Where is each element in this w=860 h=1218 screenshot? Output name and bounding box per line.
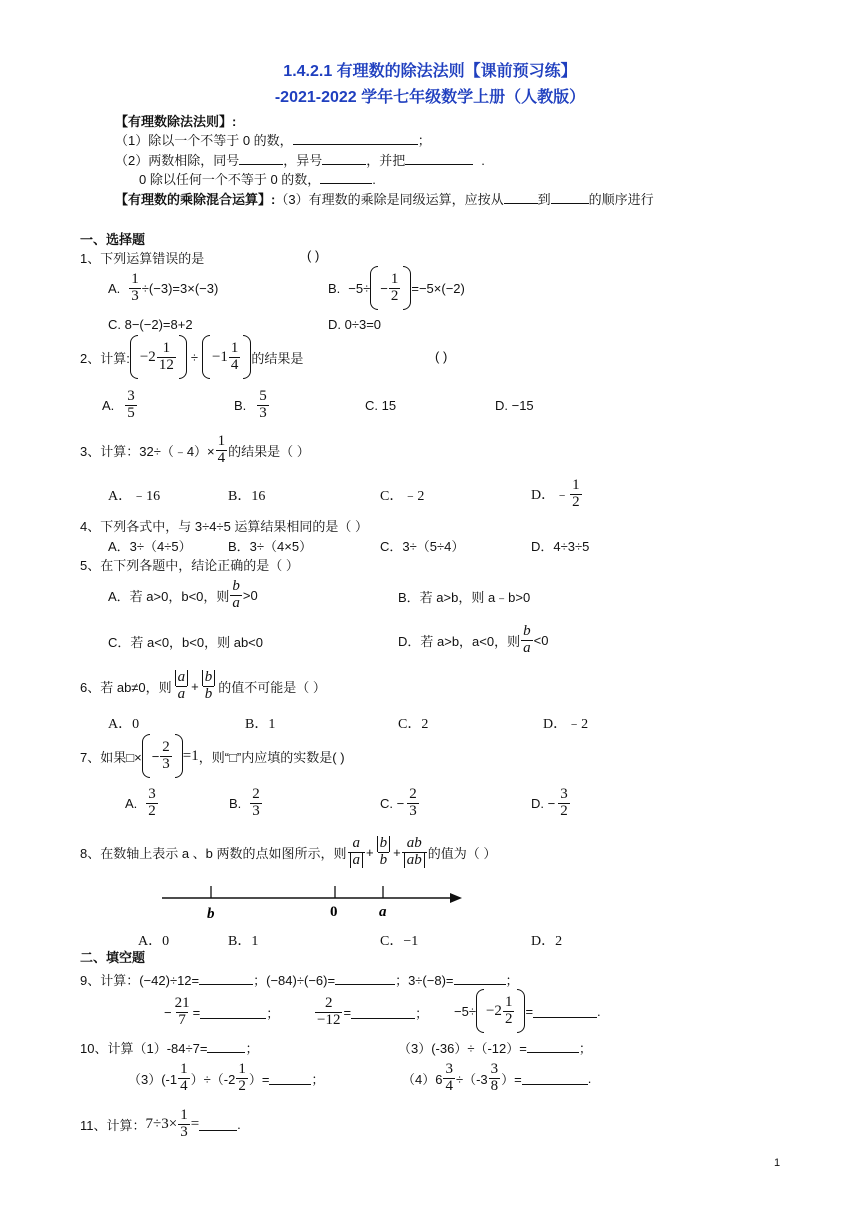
section-fill-heading: 二、填空题 <box>80 950 146 965</box>
q2-answer-paren: ( ) <box>435 349 448 364</box>
q2-option-c: C. 15 <box>365 398 397 413</box>
q3-stem: 3、计算：32÷（﹣4）× $\frac{1}{4}$ 的结果是（ ） <box>80 432 310 466</box>
q10-part2: （3）(-36）÷（-12）= ； <box>398 1041 592 1056</box>
doc-title-line2: -2021-2022 学年七年级数学上册（人教版） <box>274 89 586 106</box>
q3-option-b: B．16 <box>228 489 266 504</box>
q9-expr2: $\frac{2}{-12}$ = ； <box>317 994 429 1028</box>
q3-option-c: C．﹣2 <box>380 489 425 504</box>
q10-part1: 10、计算（1）-84÷7= ； <box>80 1041 259 1056</box>
label-a: a <box>379 904 387 920</box>
q2-option-a: A. $\frac{3}{5}$ <box>102 387 135 421</box>
q8-option-c: C．−1 <box>380 934 419 949</box>
q5-option-b: B．若 a>b，则 a﹣b>0 <box>398 590 531 605</box>
q9-line1: 9、计算：(−42)÷12= ；(−84)÷(−6)= ；3÷(−8)= ； <box>80 973 519 988</box>
section-choice-heading: 一、选择题 <box>80 232 146 247</box>
q4-option-a: A．3÷（4÷5） <box>108 539 192 554</box>
page-number: 1 <box>774 1157 781 1169</box>
rule-mixed: 【有理数的乘除混合运算】:（3）有理数的乘除是同级运算，应按从 到 的顺序进行 <box>115 192 654 207</box>
rule-1: （1）除以一个不等于 0 的数， ； <box>115 133 431 148</box>
q1-answer-paren: ( ) <box>307 248 320 263</box>
q6-option-c: C．2 <box>398 717 429 732</box>
number-line <box>150 878 470 924</box>
q5-option-d: D．若 a>b，a<0，则 $\frac{b}{a}$ <0 <box>398 622 549 656</box>
q5-option-a: A．若 a>0，b<0，则 $\frac{b}{a}$ >0 <box>108 577 258 611</box>
q7-option-b: B. $\frac{2}{3}$ <box>229 785 260 819</box>
q6-stem: 6、若 ab≠0，则 $\frac{a}{a}$ + $\frac{b}{b}$ 的值不可能是（ ） <box>80 668 326 702</box>
q7-option-a: A. $\frac{3}{2}$ <box>125 785 156 819</box>
q6-option-d: D．﹣2 <box>543 717 589 732</box>
q8-option-d: D．2 <box>531 934 563 949</box>
q9-expr1: − $\frac{21}{7}$ = ； <box>164 994 280 1028</box>
q4-option-d: D．4÷3÷5 <box>531 539 590 554</box>
q1-option-c: C. 8−(−2)=8+2 <box>108 317 193 332</box>
q10-part4: （4）6 $\frac{3}{4}$ ÷（-3 $\frac{3}{8}$ ）= . <box>402 1060 592 1094</box>
q7-option-d: D. − $\frac{3}{2}$ <box>531 785 568 819</box>
q5-option-c: C．若 a<0，b<0，则 ab<0 <box>108 635 263 650</box>
q3-option-d: D．﹣ $\frac{1}{2}$ <box>531 476 580 510</box>
q2-stem: 2、计算: −2 $\frac{1}{12}$ ÷ −1 $\frac{1}{4}$ 的结果是 <box>80 334 303 380</box>
q8-stem: 8、在数轴上表示 a 、b 两数的点如图所示，则 $\frac{a}{a}$ + $\frac{b}{b}$ + $\frac{ab}{ab}$ 的值为（ ） <box>80 834 497 868</box>
q1-stem: 1、下列运算错误的是 <box>80 251 205 266</box>
q2-option-d: D. −15 <box>495 398 534 413</box>
q10-part3: （3）(-1 $\frac{1}{4}$ ）÷（-2 $\frac{1}{2}$ ）= ； <box>128 1060 325 1094</box>
label-0: 0 <box>330 904 338 920</box>
q1-option-a: A. $\frac{1}{3}$ ÷(−3)=3×(−3) <box>108 270 219 304</box>
q7-option-c: C. − $\frac{2}{3}$ <box>380 785 417 819</box>
q6-option-b: B．1 <box>245 717 276 732</box>
q4-option-c: C．3÷（5÷4） <box>380 539 465 554</box>
q2-option-b: B. $\frac{5}{3}$ <box>234 387 267 421</box>
rules-heading: 【有理数除法法则】: <box>115 114 237 129</box>
q1-option-b: B. −5÷ − $\frac{1}{2}$ =−5×(−2) <box>328 266 465 310</box>
doc-title-line1: 1.4.2.1 有理数的除法法则【课前预习练】 <box>283 63 577 80</box>
q1-option-d: D. 0÷3=0 <box>328 317 382 332</box>
q4-stem: 4、下列各式中，与 3÷4÷5 运算结果相同的是（ ） <box>80 519 369 534</box>
q4-option-b: B．3÷（4×5） <box>228 539 313 554</box>
q5-stem: 5、在下列各题中，结论正确的是（ ） <box>80 558 299 573</box>
rule-3: 0 除以任何一个不等于 0 的数， . <box>139 172 376 187</box>
q8-option-b: B．1 <box>228 934 259 949</box>
number-line-arrow <box>450 893 462 903</box>
q9-expr3: −5÷ −2 $\frac{1}{2}$ = . <box>454 988 601 1034</box>
label-b: b <box>207 906 215 922</box>
q7-stem: 7、如果□× − $\frac{2}{3}$ =1 ，则“□”内应填的实数是( ) <box>80 734 345 778</box>
q6-option-a: A．0 <box>108 717 140 732</box>
q3-option-a: A．﹣16 <box>108 489 161 504</box>
q8-option-a: A．0 <box>138 934 170 949</box>
rule-2: （2）两数相除，同号 ，异号 ，并把 . <box>115 153 485 168</box>
q11: 11、计算： 7÷3× $\frac{1}{3}$ = . <box>80 1106 241 1140</box>
